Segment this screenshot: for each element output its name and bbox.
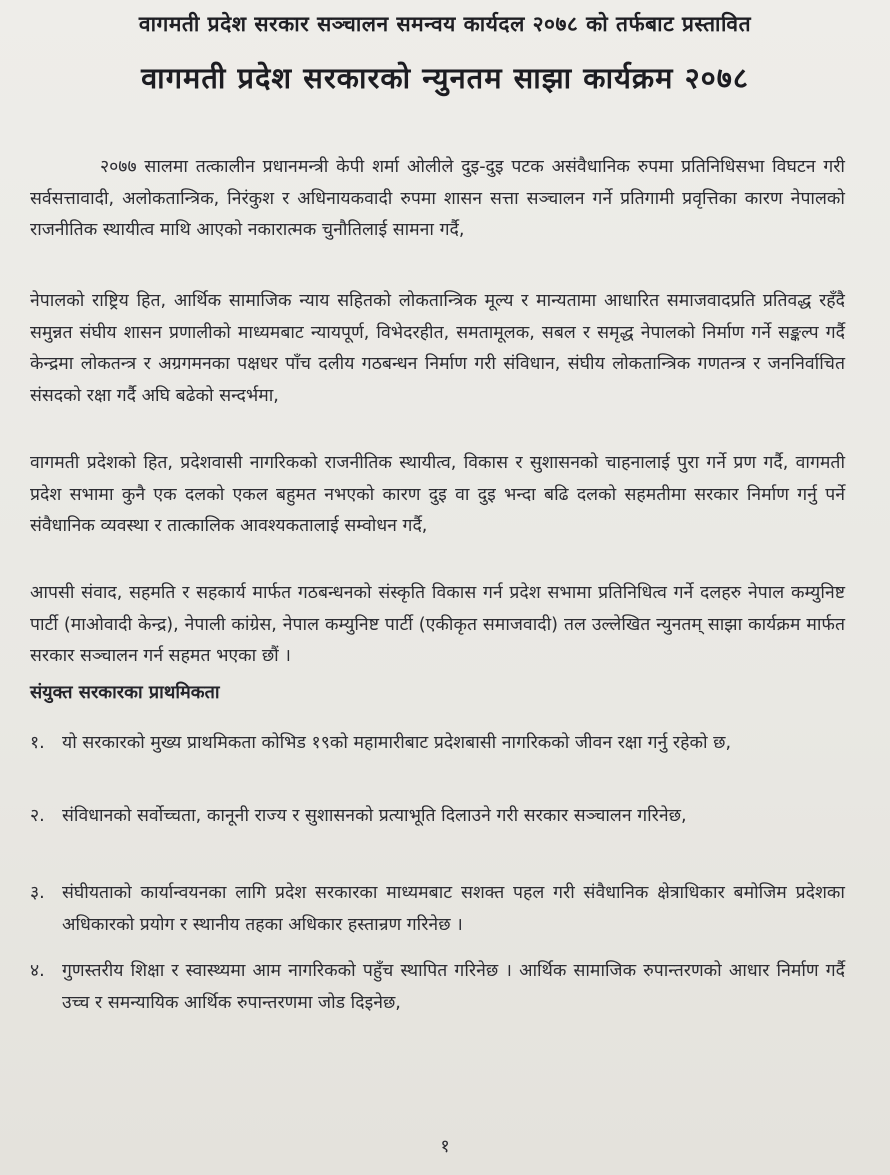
- list-item-text: संघीयताको कार्यान्वयनका लागि प्रदेश सरकारका माध्यमबाट सशक्त पहल गरी संवैधानिक क्षेत्राधिकार बमोजिम प्रदेशका अधिकारको प्रयोग र स्थानीय तहका अधिकार हस्तान्रण गरिनेछ ।: [62, 883, 845, 935]
- list-item-text: यो सरकारको मुख्य प्राथमिकता कोभिड १९को महामारीबाट प्रदेशबासी नागरिकको जीवन रक्षा गर्नु रहेको छ,: [62, 733, 732, 753]
- list-item: [30, 728, 845, 760]
- list-item-number: ४.: [30, 961, 45, 981]
- list-item: [30, 956, 845, 1019]
- paragraph-1: २०७७ सालमा तत्कालीन प्रधानमन्त्री केपी शर्मा ओलीले दुइ-दुइ पटक असंवैधानिक रुपमा प्रतिनिधिसभा विघटन गरी सर्वसत्तावादी, अलोकतान्त्रिक, निरंकुश र अधिनायकवादी रुपमा शासन सत्ता सञ्चालन गर्ने प्रतिगामी प्रवृत्तिका कारण नेपालको राजनीतिक स्थायीत्व माथि आएको नकारात्मक चुनौतिलाई सामना गर्दै,: [30, 157, 845, 240]
- page-number: १: [440, 1136, 450, 1157]
- list-item: [30, 801, 845, 833]
- document-header-line1: वागमती प्रदेश सरकार सञ्चालन समन्वय कार्यदल २०७८ को तर्फबाट प्रस्तावित: [138, 12, 752, 36]
- list-item-number: १.: [30, 733, 45, 753]
- paragraph-2: नेपालको राष्ट्रिय हित, आर्थिक सामाजिक न्याय सहितको लोकतान्त्रिक मूल्य र मान्यतामा आधारित समाजवादप्रति प्रतिवद्ध रहँदै समुन्नत संघीय शासन प्रणालीको माध्यमबाट न्यायपूर्ण, विभेदरहीत, समतामूलक, सबल र समृद्ध नेपालको निर्माण गर्ने सङ्कल्प गर्दै केन्द्रमा लोकतन्त्र र अग्रगमनका पक्षधर पाँच दलीय गठबन्धन निर्माण गरी संविधान, संघीय लोकतान्त्रिक गणतन्त्र र जननिर्वाचित संसदको रक्षा गर्दै अघि बढेको सन्दर्भमा,: [30, 291, 845, 406]
- list-item-number: २.: [30, 806, 45, 826]
- section-heading: संयुक्त सरकारका प्राथमिकता: [30, 682, 220, 703]
- document-title: वागमती प्रदेश सरकारको न्युनतम साझा कार्यक्रम २०७८: [141, 61, 749, 95]
- list-item: [30, 878, 845, 941]
- list-item-text: गुणस्तरीय शिक्षा र स्वास्थ्यमा आम नागरिकको पहुँच स्थापित गरिनेछ । आर्थिक सामाजिक रुपान्तरणको आधार निर्माण गर्दै उच्च र समन्यायिक आर्थिक रुपान्तरणमा जोड दिइनेछ,: [62, 961, 845, 1013]
- paragraph-3: वागमती प्रदेशको हित, प्रदेशवासी नागरिकको राजनीतिक स्थायीत्व, विकास र सुशासनको चाहनालाई पुरा गर्ने प्रण गर्दै, वागमती प्रदेश सभामा कुनै एक दलको एकल बहुमत नभएको कारण दुइ वा दुइ भन्दा बढि दलको सहमतीमा सरकार निर्माण गर्नु पर्ने संवैधानिक व्यवस्था र तात्कालिक आवश्यकतालाई सम्वोधन गर्दै,: [30, 453, 845, 536]
- list-item-number: ३.: [30, 883, 45, 903]
- list-item-text: संविधानको सर्वोच्चता, कानूनी राज्य र सुशासनको प्रत्याभूति दिलाउने गरी सरकार सञ्चालन गरिनेछ,: [62, 806, 687, 826]
- paragraph-4: आपसी संवाद, सहमति र सहकार्य मार्फत गठबन्धनको संस्कृति विकास गर्न प्रदेश सभामा प्रतिनिधित्व गर्ने दलहरु नेपाल कम्युनिष्ट पार्टी (माओवादी केन्द्र), नेपाली कांग्रेस, नेपाल कम्युनिष्ट पार्टी (एकीकृत समाजवादी) तल उल्लेखित न्युनतम् साझा कार्यक्रम मार्फत सरकार सञ्चालन गर्न सहमत भएका छौं ।: [30, 583, 845, 666]
